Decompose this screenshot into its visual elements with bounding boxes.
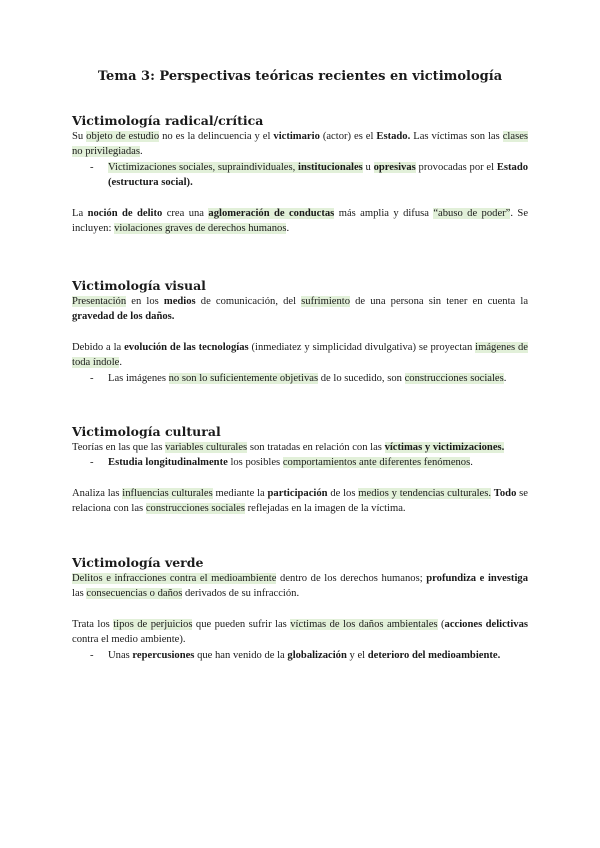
list-item: - Victimizaciones sociales, supraindividuales, institucionales u opresivas provocadas por el Estado (estructura social). (90, 161, 529, 189)
page-title: Tema 3: Perspectivas teóricas recientes en victimología (97, 69, 503, 84)
section-heading: Victimología verde (72, 555, 204, 570)
paragraph: La noción de delito crea una aglomeración de conductas más amplia y difusa “abuso de poder”. Se incluyen: violaciones graves de derechos humanos. (72, 207, 529, 235)
section-verde (72, 555, 528, 663)
list-item: - Unas repercusiones que han venido de la globalización y el deterioro del medioambiente. (90, 649, 501, 661)
section-radical-critica (72, 113, 528, 236)
paragraph: Analiza las influencias culturales mediante la participación de los medios y tendencias culturales. Todo se relaciona con las construcciones sociales reflejadas en la imagen de la víctima. (72, 487, 528, 515)
list-item: - Estudia longitudinalmente los posibles comportamientos ante diferentes fenómenos. (90, 457, 473, 469)
section-heading: Victimología visual (72, 278, 206, 293)
paragraph: Presentación en los medios de comunicación, del sufrimiento de una persona sin tener en cuenta la gravedad de los daños. (72, 296, 529, 323)
list-item: - Las imágenes no son lo suficientemente objetivas de lo sucedido, son construcciones sociales. (90, 372, 507, 384)
paragraph: Debido a la evolución de las tecnologías (inmediatez y simplicidad divulgativa) se proyectan imágenes de toda índole. (72, 341, 529, 369)
section-cultural (72, 424, 528, 517)
section-visual (72, 278, 528, 386)
section-heading: Victimología cultural (72, 424, 221, 439)
paragraph: Teorías en las que las variables culturales son tratadas en relación con las víctimas y victimizaciones. (72, 442, 505, 453)
paragraph: Trata los tipos de perjuicios que pueden sufrir las víctimas de los daños ambientales (acciones delictivas contra el medio ambiente). (72, 618, 528, 646)
section-heading: Victimología radical/crítica (72, 113, 264, 128)
paragraph: Su objeto de estudio no es la delincuencia y el victimario (actor) es el Estado. Las víctimas son las clases no privilegiadas. (72, 131, 529, 158)
paragraph: Delitos e infracciones contra el medioambiente dentro de los derechos humanos; profundiza e investiga las consecuencias o daños derivados de su infracción. (72, 573, 528, 600)
